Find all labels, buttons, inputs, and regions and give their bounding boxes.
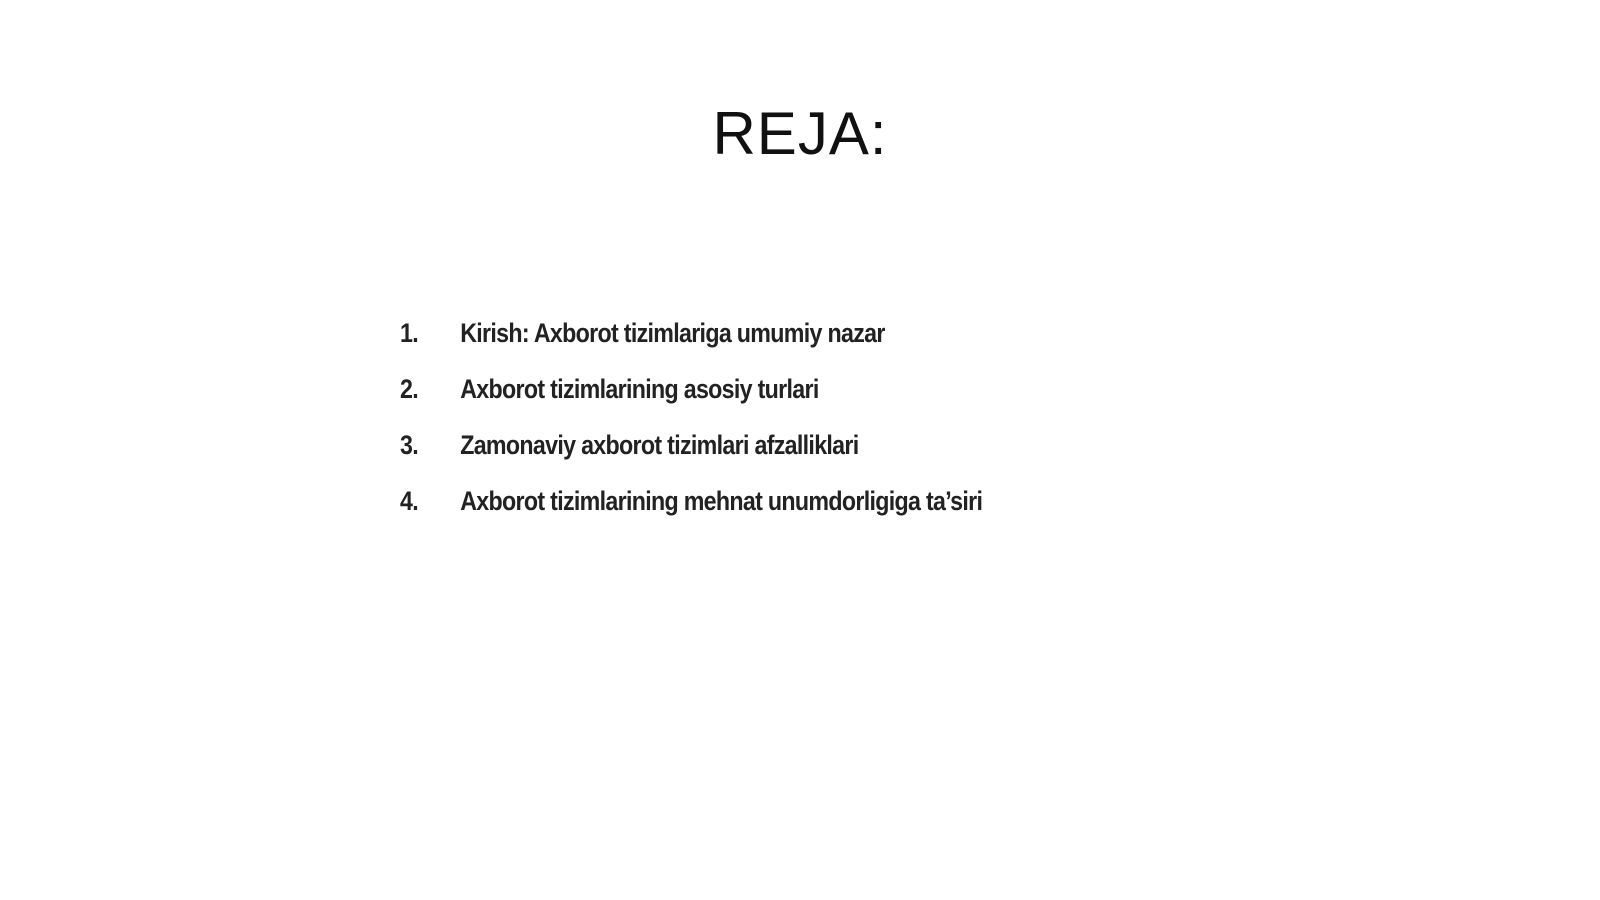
plan-item-4 [400,486,982,542]
plan-item-number: 1. [400,318,418,348]
plan-item-number: 2. [400,374,418,404]
plan-item-1 [400,318,982,374]
plan-item-text: Axborot tizimlarining mehnat unumdorligiga ta’siri [460,486,983,516]
plan-item-2 [400,374,982,430]
plan-item-number: 4. [400,486,418,516]
plan-item-3 [400,430,982,486]
plan-item-text: Zamonaviy axborot tizimlari afzalliklari [460,430,859,460]
plan-item-number: 3. [400,430,418,460]
plan-item-text: Axborot tizimlarining asosiy turlari [460,374,819,404]
slide-title: REJA: [712,100,888,167]
plan-item-text: Kirish: Axborot tizimlariga umumiy nazar [460,318,885,348]
plan-list [400,318,1077,542]
